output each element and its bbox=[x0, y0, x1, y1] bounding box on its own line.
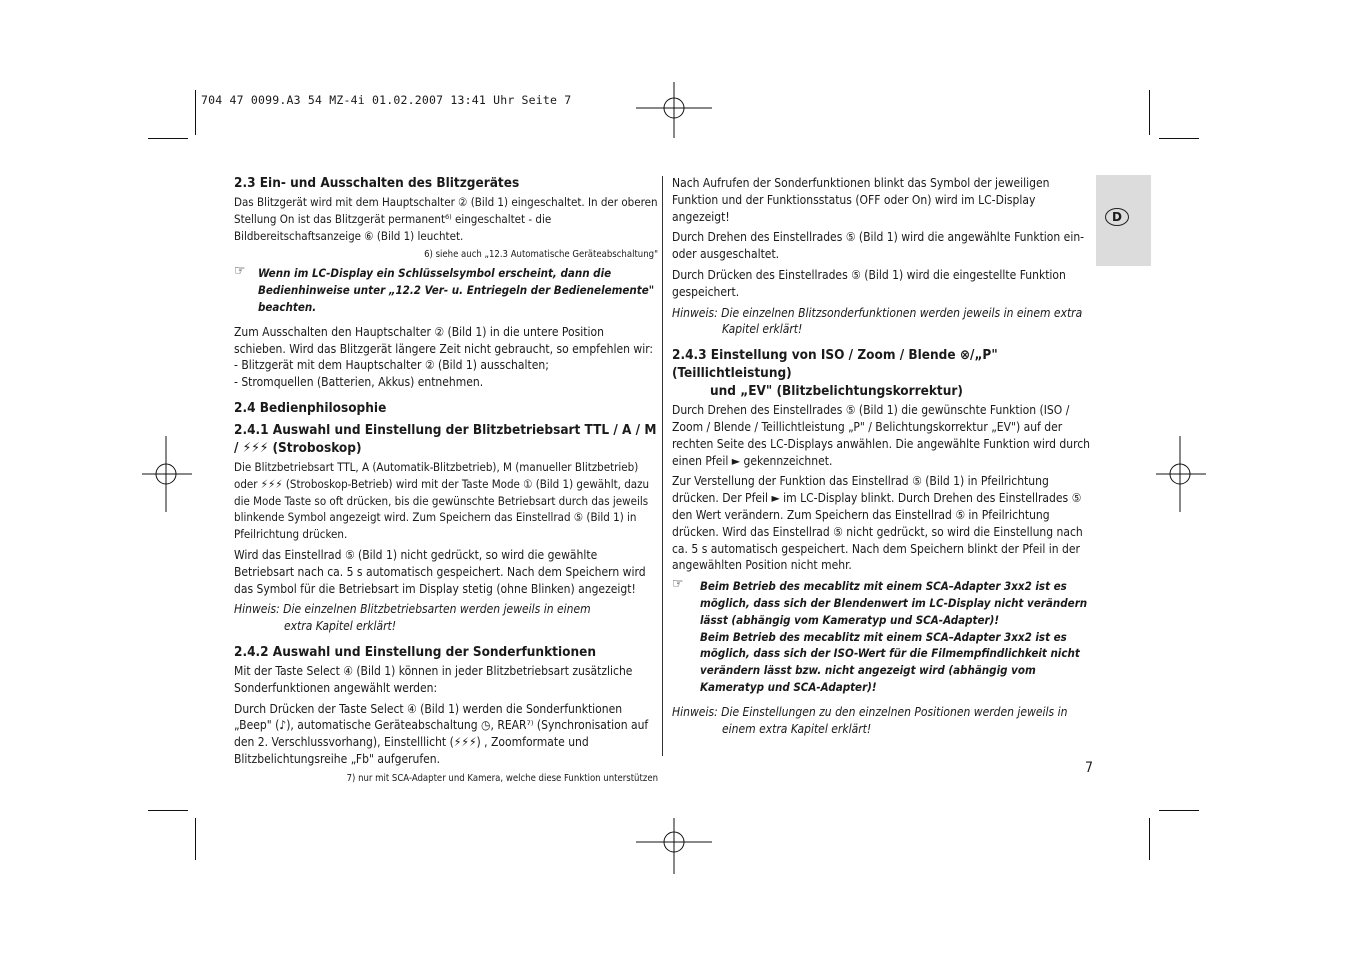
crop-mark bbox=[1149, 818, 1150, 860]
crop-mark bbox=[148, 138, 188, 139]
page-number: 7 bbox=[1085, 760, 1094, 776]
registration-mark-top bbox=[636, 82, 712, 138]
hint-text: Wenn im LC-Display ein Schlüsselsymbol erscheint, dann die Bedienhinweise unter „12.2 Ver- u. Entriegeln der Bedienelemente" beachten. bbox=[258, 266, 655, 314]
section-heading: 2.4 Bedienphilosophie bbox=[234, 399, 387, 416]
crop-mark bbox=[1159, 810, 1199, 811]
section-heading: 2.4.3 Einstellung von ISO / Zoom / Blende ⊗/„P" (Teillichtleistung) bbox=[672, 347, 998, 382]
crop-mark bbox=[148, 810, 188, 811]
section-heading: und „EV" (Blitzbelichtungskorrektur) bbox=[710, 383, 963, 400]
note: extra Kapitel erklärt! bbox=[284, 619, 397, 634]
registration-mark-left bbox=[142, 436, 192, 512]
paragraph: Mit der Taste Select ④ (Bild 1) können in jeder Blitzbetriebsart zusätzliche Sonderfunktionen angewählt werden: bbox=[234, 663, 633, 695]
crop-mark bbox=[195, 90, 196, 135]
left-column bbox=[234, 166, 658, 785]
crop-mark bbox=[1159, 138, 1199, 139]
language-tab-label: D bbox=[1105, 208, 1129, 226]
registration-mark-right bbox=[1156, 436, 1206, 512]
note: Hinweis: Die Einstellungen zu den einzelnen Positionen werden jeweils in bbox=[672, 704, 1068, 719]
hint-text: Beim Betrieb des mecablitz mit einem SCA–Adapter 3xx2 ist es möglich, dass sich der Blendenwert im LC-Display nicht verändern lässt (abhängig vom Kameratyp und SCA-Adapter)! bbox=[700, 579, 1088, 627]
note: Kapitel erklärt! bbox=[722, 322, 803, 337]
pointing-hand-icon: ☞ bbox=[234, 263, 246, 280]
footnote: 7) nur mit SCA-Adapter und Kamera, welche diese Funktion unterstützen bbox=[346, 772, 658, 784]
crop-mark bbox=[1149, 90, 1150, 135]
paragraph: Zum Ausschalten den Hauptschalter ② (Bild 1) in die untere Position schieben. Wird das Blitzgerät längere Zeit nicht gebraucht, so empfehlen wir: bbox=[234, 324, 654, 356]
list-item: - Blitzgerät mit dem Hauptschalter ② (Bild 1) ausschalten; bbox=[234, 358, 549, 373]
paragraph: Durch Drücken der Taste Select ④ (Bild 1) werden die Sonderfunktionen „Beep" (♪), automatische Geräteabschaltung ◷, REAR⁷⁾ (Synchronisation auf den 2. Verschlussvorhang), Einstelllicht (⚡⚡⚡) , Zoomformate und Blitzbelichtungsreihe „Fb" aufgerufen. bbox=[234, 701, 649, 766]
section-heading: 2.3 Ein- und Ausschalten des Blitzgerätes bbox=[234, 175, 520, 191]
paragraph: Durch Drehen des Einstellrades ⑤ (Bild 1) die gewünschte Funktion (ISO / Zoom / Blende / Teillichtleistung „P" / Belichtungskorrektur „EV") auf der rechten Seite des LC-Displays anwählen. Die angewählte Funktion wird durch einen Pfeil ► gekennzeichnet. bbox=[672, 403, 1091, 468]
section-heading: 2.4.1 Auswahl und Einstellung der Blitzbetriebsart TTL / A / M / ⚡⚡⚡ (Stroboskop) bbox=[234, 421, 657, 456]
hint-text: Beim Betrieb des mecablitz mit einem SCA–Adapter 3xx2 ist es möglich, dass sich der ISO-Wert für die Filmempfindlichkeit nicht verändern lässt bzw. nicht angezeigt wird (abhängig vom Kameratyp und SCA-Adapter)! bbox=[700, 629, 1080, 694]
paragraph: Die Blitzbetriebsart TTL, A (Automatik-Blitzbetrieb), M (manueller Blitzbetrieb) oder ⚡⚡⚡ (Stroboskop-Betrieb) wird mit der Taste Mode ① (Bild 1) gewählt, dazu die Mode Taste so oft drücken, bis die gewünschte Betriebsart durch das jeweils blinkende Symbol angezeigt wird. Zum Speichern das Einstellrad ⑤ (Bild 1) in Pfeilrichtung drücken. bbox=[234, 459, 650, 542]
note: Hinweis: Die einzelnen Blitzbetriebsarten werden jeweils in einem bbox=[234, 602, 591, 617]
section-heading: 2.4.2 Auswahl und Einstellung der Sonderfunktionen bbox=[234, 643, 596, 660]
paragraph: Zur Verstellung der Funktion das Einstellrad ⑤ (Bild 1) in Pfeilrichtung drücken. Der Pfeil ► im LC-Display blinkt. Durch Drehen des Einstellrades ⑤ den Wert verändern. Zum Speichern das Einstellrad ⑤ in Pfeilrichtung drücken. Wird das Einstellrad ⑤ nicht gedrückt, so wird die Einstellung nach ca. 5 s automatisch gespeichert. Nach dem Speichern blinkt der Pfeil in der angewählten Position nicht mehr. bbox=[672, 474, 1083, 573]
footnote: 6) siehe auch „12.3 Automatische Geräteabschaltung" bbox=[424, 249, 658, 261]
print-slug: 704 47 0099.A3 54 MZ-4i 01.02.2007 13:41 Uhr Seite 7 bbox=[201, 93, 572, 107]
hint-block bbox=[672, 578, 1096, 696]
note: Hinweis: Die einzelnen Blitzsonderfunktionen werden jeweils in einem extra bbox=[672, 305, 1083, 320]
paragraph: Durch Drücken des Einstellrades ⑤ (Bild 1) wird die eingestellte Funktion gespeichert. bbox=[672, 267, 1066, 299]
list-item: - Stromquellen (Batterien, Akkus) entnehmen. bbox=[234, 375, 484, 390]
registration-mark-bottom bbox=[636, 818, 712, 874]
paragraph: Das Blitzgerät wird mit dem Hauptschalter ② (Bild 1) eingeschaltet. In der oberen Stellung On ist das Blitzgerät permanent⁶⁾ eingeschaltet - die Bildbereitschaftsanzeige ⑥ (Bild 1) leuchtet. bbox=[234, 195, 658, 243]
crop-mark bbox=[195, 818, 196, 860]
paragraph: Wird das Einstellrad ⑤ (Bild 1) nicht gedrückt, so wird die gewählte Betriebsart nach ca. 5 s automatisch gespeichert. Nach dem Speichern wird das Symbol für die Betriebsart im Display stetig (ohne Blinken) angezeigt! bbox=[234, 547, 646, 596]
pointing-hand-icon: ☞ bbox=[672, 576, 684, 593]
right-column bbox=[672, 175, 1096, 741]
note: einem extra Kapitel erklärt! bbox=[722, 721, 872, 736]
paragraph: Durch Drehen des Einstellrades ⑤ (Bild 1) wird die angewählte Funktion ein- oder ausgeschaltet. bbox=[672, 230, 1085, 262]
column-divider bbox=[662, 176, 663, 756]
language-tab bbox=[1096, 175, 1151, 266]
hint-block bbox=[234, 265, 658, 315]
paragraph: Nach Aufrufen der Sonderfunktionen blinkt das Symbol der jeweiligen Funktion und der Funktionsstatus (OFF oder On) wird im LC-Display angezeigt! bbox=[672, 176, 1050, 224]
